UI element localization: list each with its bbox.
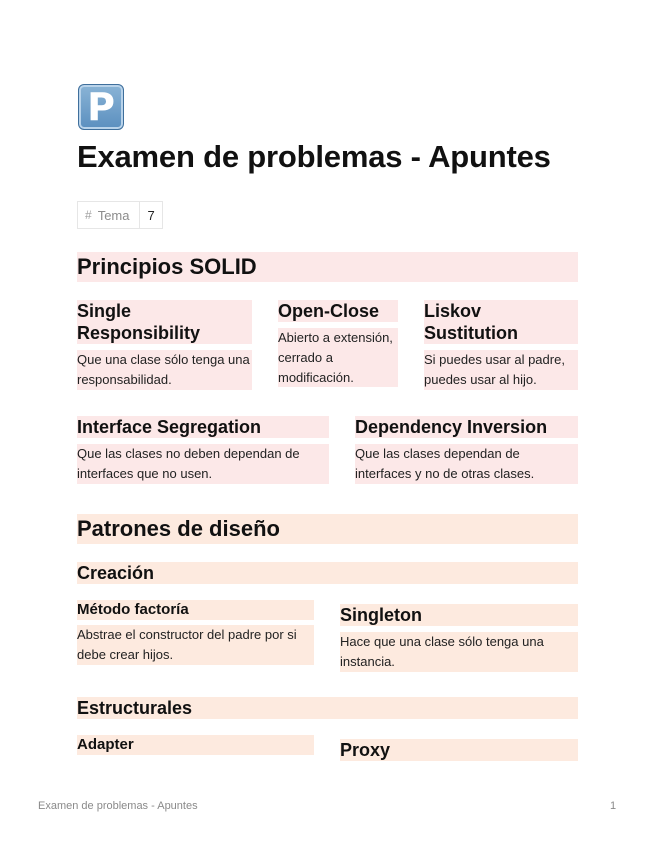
heading-dependency-inversion: Dependency Inversion xyxy=(355,416,578,438)
heading-metodo-factoria: Método factoría xyxy=(77,600,314,620)
property-value[interactable]: 7 xyxy=(139,202,161,228)
property-tema[interactable] xyxy=(77,201,163,229)
heading-principios-solid: Principios SOLID xyxy=(77,252,578,282)
text-liskov-sustitution: Si puedes usar al padre, puedes usar al hijo. xyxy=(424,350,578,390)
footer-title: Examen de problemas - Apuntes xyxy=(38,800,198,812)
text-interface-segregation: Que las clases no deben dependan de interfaces que no usen. xyxy=(77,444,329,484)
heading-single-responsibility: Single Responsibility xyxy=(77,300,252,344)
property-key-label: Tema xyxy=(97,207,130,223)
heading-liskov-sustitution: Liskov Sustitution xyxy=(424,300,578,344)
text-metodo-factoria: Abstrae el constructor del padre por si debe crear hijos. xyxy=(77,625,314,665)
footer-page-number: 1 xyxy=(610,800,617,812)
page-title: Examen de problemas - Apuntes xyxy=(77,139,551,174)
heading-patrones-diseno: Patrones de diseño xyxy=(77,514,578,544)
heading-adapter: Adapter xyxy=(77,735,314,755)
page-icon xyxy=(78,84,124,130)
text-open-close: Abierto a extensión, cerrado a modificación. xyxy=(278,328,398,387)
heading-open-close: Open-Close xyxy=(278,300,398,322)
page-icon-letter: P xyxy=(87,85,115,129)
text-dependency-inversion: Que las clases dependan de interfaces y no de otras clases. xyxy=(355,444,578,484)
heading-proxy: Proxy xyxy=(340,739,578,761)
text-singleton: Hace que una clase sólo tenga una instancia. xyxy=(340,632,578,672)
property-key xyxy=(78,202,139,228)
heading-singleton: Singleton xyxy=(340,604,578,626)
text-single-responsibility: Que una clase sólo tenga una responsabilidad. xyxy=(77,350,252,390)
heading-creacion: Creación xyxy=(77,562,578,584)
heading-estructurales: Estructurales xyxy=(77,697,578,719)
heading-interface-segregation: Interface Segregation xyxy=(77,416,329,438)
number-property-icon: # xyxy=(85,208,92,222)
